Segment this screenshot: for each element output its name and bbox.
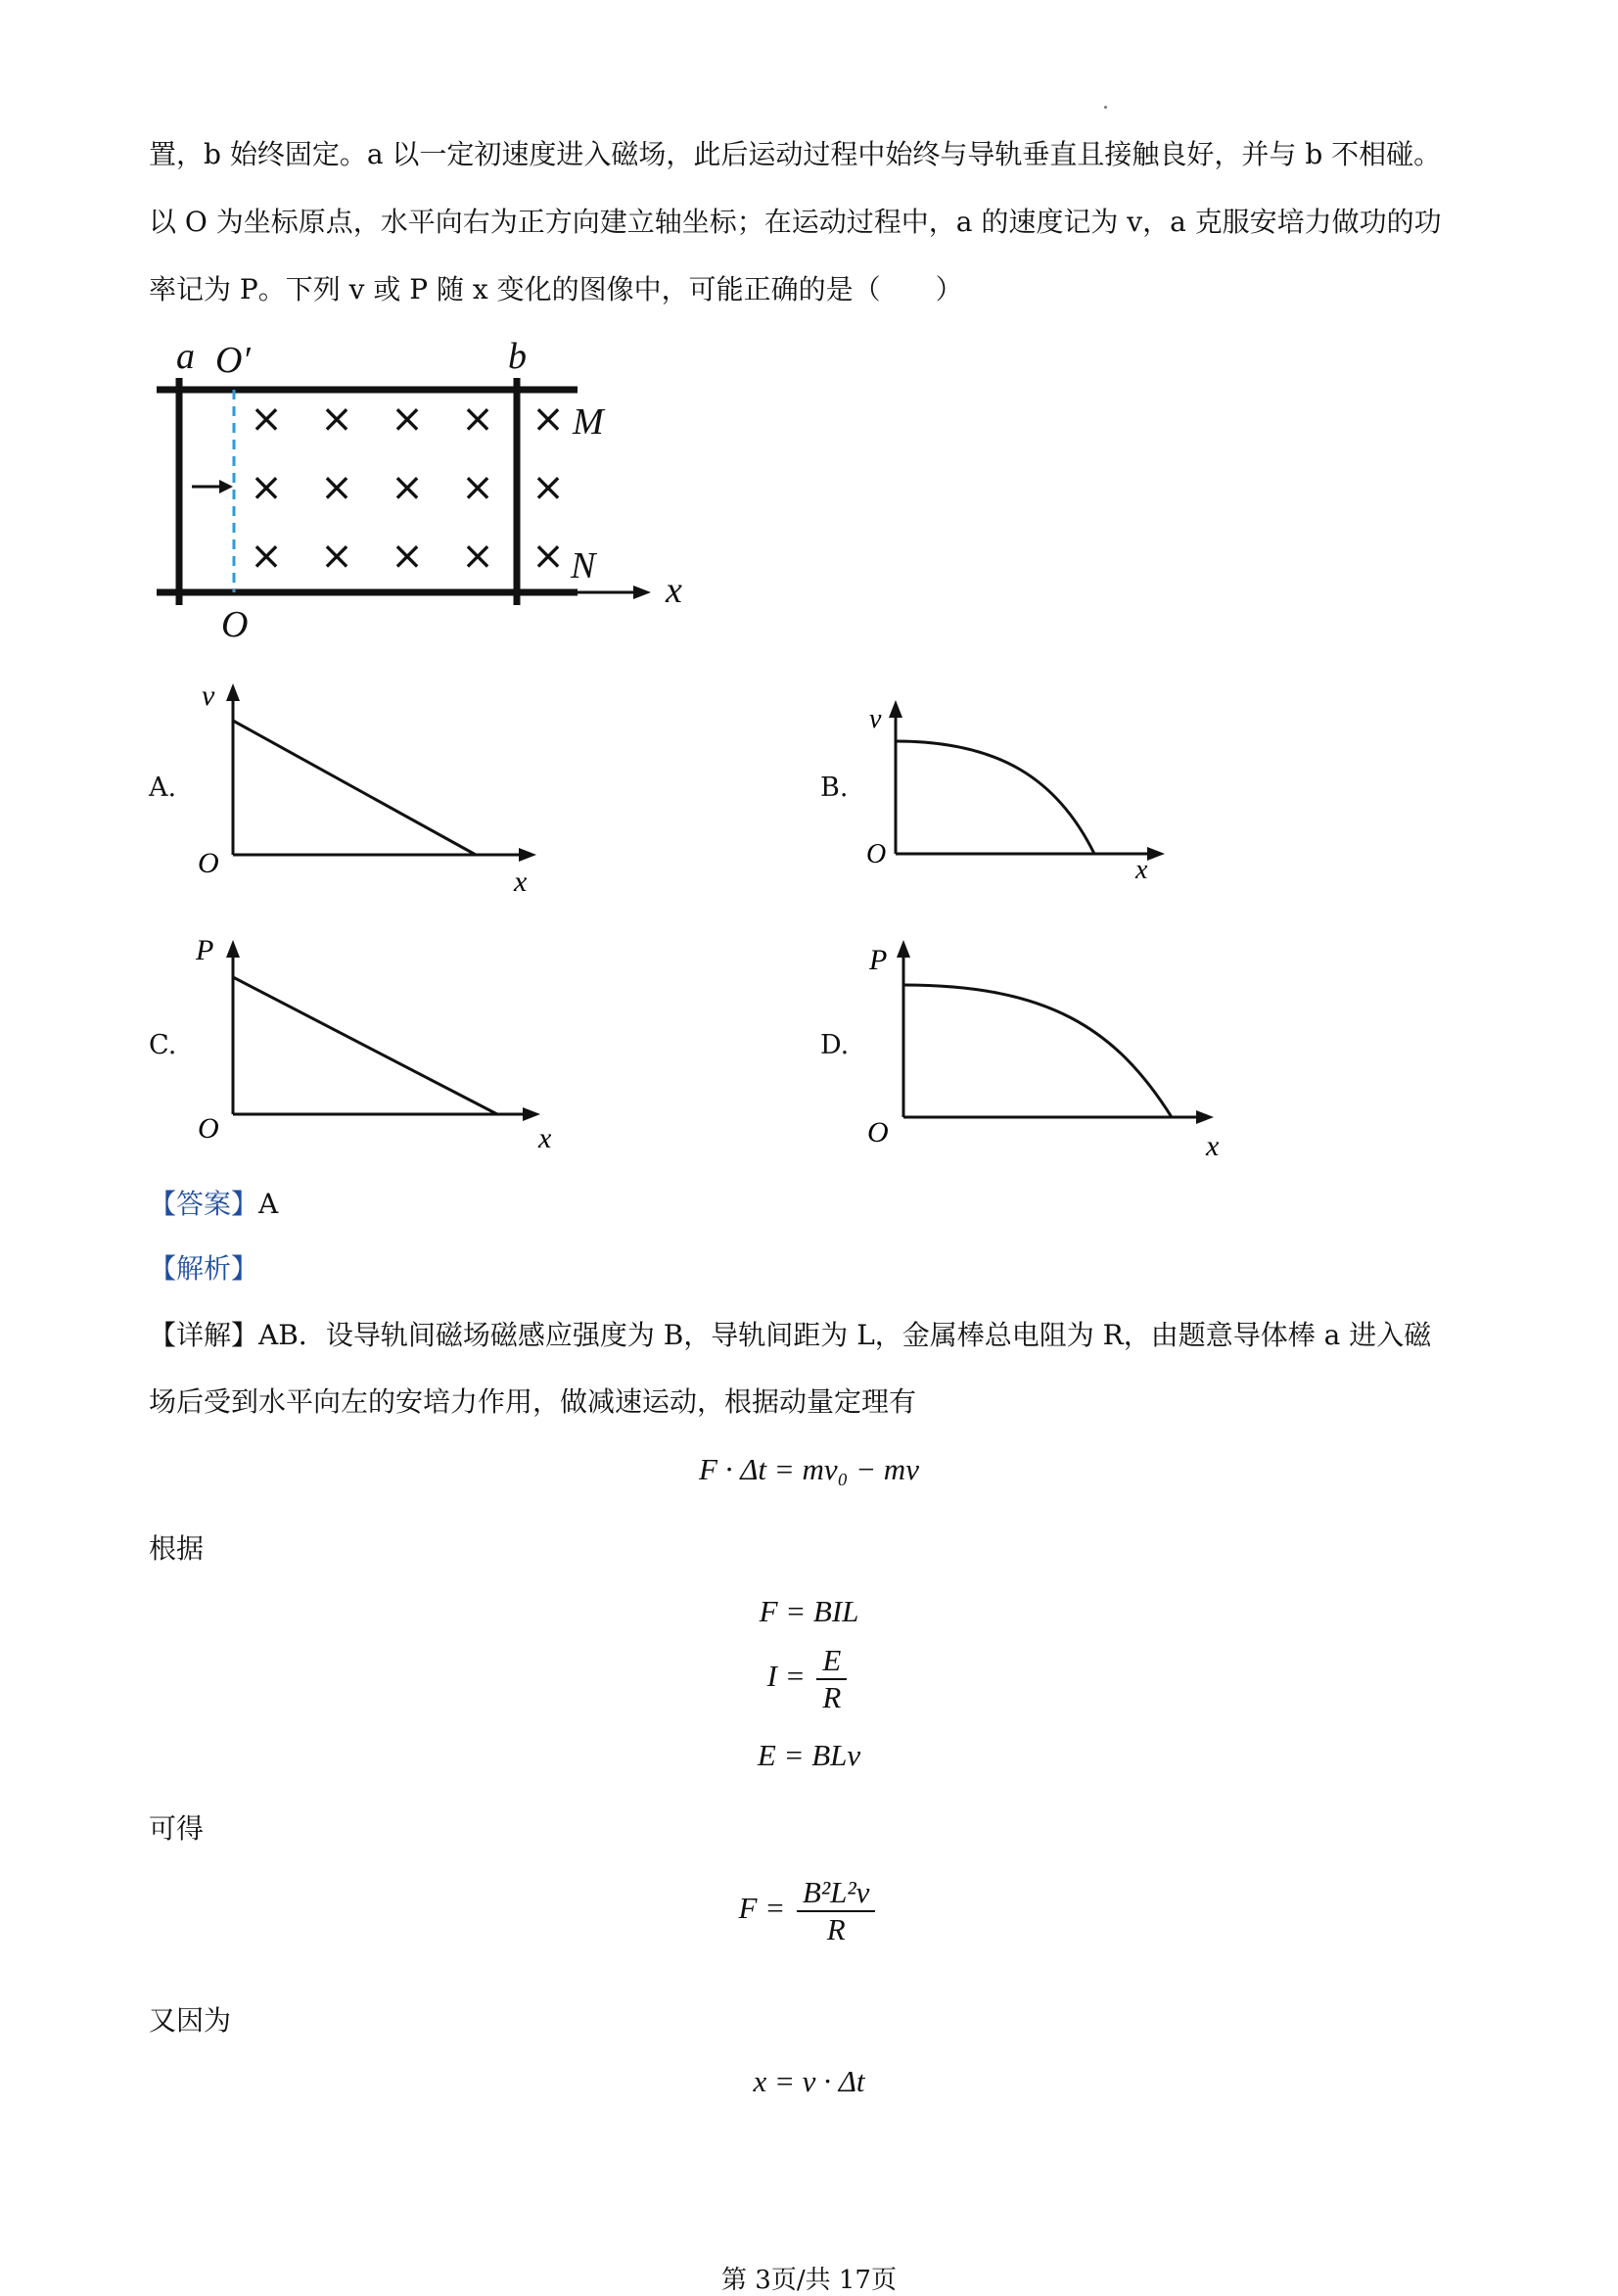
- eq5-numerator: B²L²v: [797, 1875, 876, 1912]
- option-D-graph: [852, 930, 1272, 1165]
- axis-y-label: P: [869, 944, 888, 976]
- field-cross: ×: [250, 465, 283, 510]
- axis-x-label: x: [514, 866, 528, 898]
- field-cross: ×: [461, 397, 494, 442]
- option-A-letter: A.: [149, 773, 177, 803]
- question-line-1: 置，b 始终固定。a 以一定初速度进入磁场，此后运动过程中始终与导轨垂直且接触良好，并与 b 不相碰。: [149, 138, 1442, 170]
- question-line-3: 率记为 P。下列 v 或 P 随 x 变化的图像中，可能正确的是（ ）: [149, 273, 963, 305]
- label-N: N: [571, 545, 596, 586]
- word-genju: 根据: [149, 1532, 205, 1565]
- answer-tag: 【答案】: [149, 1188, 259, 1220]
- origin-label: O: [198, 1112, 219, 1145]
- axis-y-label: v: [869, 704, 882, 734]
- equation-displacement: x = v · Δt: [753, 2064, 865, 2098]
- eq5-denominator: R: [826, 1912, 846, 1946]
- option-C-letter: C.: [149, 1030, 177, 1060]
- detail-tag: 【详解】: [149, 1319, 259, 1351]
- origin-label: O: [866, 839, 887, 869]
- field-cross: ×: [320, 397, 353, 442]
- field-cross: ×: [532, 534, 565, 579]
- detail-line-2: 场后受到水平向左的安培力作用，做减速运动，根据动量定理有: [149, 1385, 917, 1418]
- answer-line: [149, 1171, 1500, 1238]
- field-cross: ×: [320, 534, 353, 579]
- axis-y-label: P: [196, 934, 214, 966]
- field-cross: ×: [461, 465, 494, 510]
- eq5-fraction: [797, 1875, 876, 1947]
- field-cross: ×: [250, 397, 283, 442]
- label-a: a: [176, 336, 195, 377]
- axis-x-label: x: [1206, 1130, 1220, 1162]
- option-C-graph: [186, 930, 597, 1165]
- label-b: b: [508, 336, 527, 377]
- word-kede: 可得: [149, 1812, 205, 1845]
- label-x: x: [666, 570, 682, 611]
- label-O-prime: O′: [215, 340, 251, 381]
- eq3-lhs: I =: [766, 1659, 806, 1694]
- eq3-denominator: R: [822, 1680, 842, 1714]
- axis-x-label: x: [538, 1122, 552, 1154]
- equation-ampere-force: F = BIL: [759, 1594, 859, 1628]
- option-A-graph: [186, 676, 578, 911]
- field-cross: ×: [532, 465, 565, 510]
- equation-current: [0, 1643, 1618, 1715]
- field-cross: ×: [320, 465, 353, 510]
- eq3-fraction: [816, 1643, 847, 1715]
- rail-magnetic-field-diagram: [0, 0, 1618, 685]
- analysis-line: [149, 1236, 1500, 1302]
- equation-force-velocity: [0, 1875, 1618, 1947]
- x-axis-arrowhead: [633, 586, 651, 599]
- label-M: M: [573, 401, 604, 443]
- v-x-line: [233, 721, 476, 855]
- eq5-lhs: F =: [738, 1891, 786, 1926]
- velocity-arrowhead: [219, 480, 233, 493]
- word-youyinwei: 又因为: [149, 2004, 232, 2037]
- eq3-numerator: E: [816, 1643, 847, 1680]
- equation-emf: E = BLv: [757, 1738, 861, 1772]
- field-cross: ×: [391, 465, 424, 510]
- axis-y-label: v: [202, 679, 215, 712]
- analysis-tag: 【解析】: [149, 1252, 259, 1285]
- axis-x-label: x: [1135, 855, 1148, 885]
- P-x-curve: [903, 985, 1172, 1117]
- detail-text-1: AB．设导轨间磁场磁感应强度为 B，导轨间距为 L，金属棒总电阻为 R，由题意导体棒 a 进入磁: [258, 1319, 1432, 1351]
- detail-line-1: [149, 1302, 1500, 1369]
- equation-momentum: F · Δt = mv₀ − mv: [699, 1452, 919, 1486]
- page-footer: 第 3页/共 17页: [721, 2266, 897, 2295]
- field-cross: ×: [532, 397, 565, 442]
- question-line-2: 以 O 为坐标原点，水平向右为正方向建立轴坐标；在运动过程中，a 的速度记为 v，a 克服安培力做功的功: [149, 206, 1442, 238]
- answer-value: A: [258, 1188, 279, 1220]
- option-B-graph: [852, 690, 1272, 906]
- v-x-curve: [896, 741, 1094, 854]
- field-cross: ×: [461, 534, 494, 579]
- P-x-line: [233, 977, 497, 1114]
- label-O: O: [221, 604, 249, 645]
- option-B-letter: B.: [820, 773, 849, 803]
- origin-label: O: [867, 1116, 889, 1148]
- field-cross: ×: [391, 397, 424, 442]
- origin-label: O: [198, 847, 219, 879]
- field-cross: ×: [250, 534, 283, 579]
- option-D-letter: D.: [820, 1030, 850, 1060]
- field-cross: ×: [391, 534, 424, 579]
